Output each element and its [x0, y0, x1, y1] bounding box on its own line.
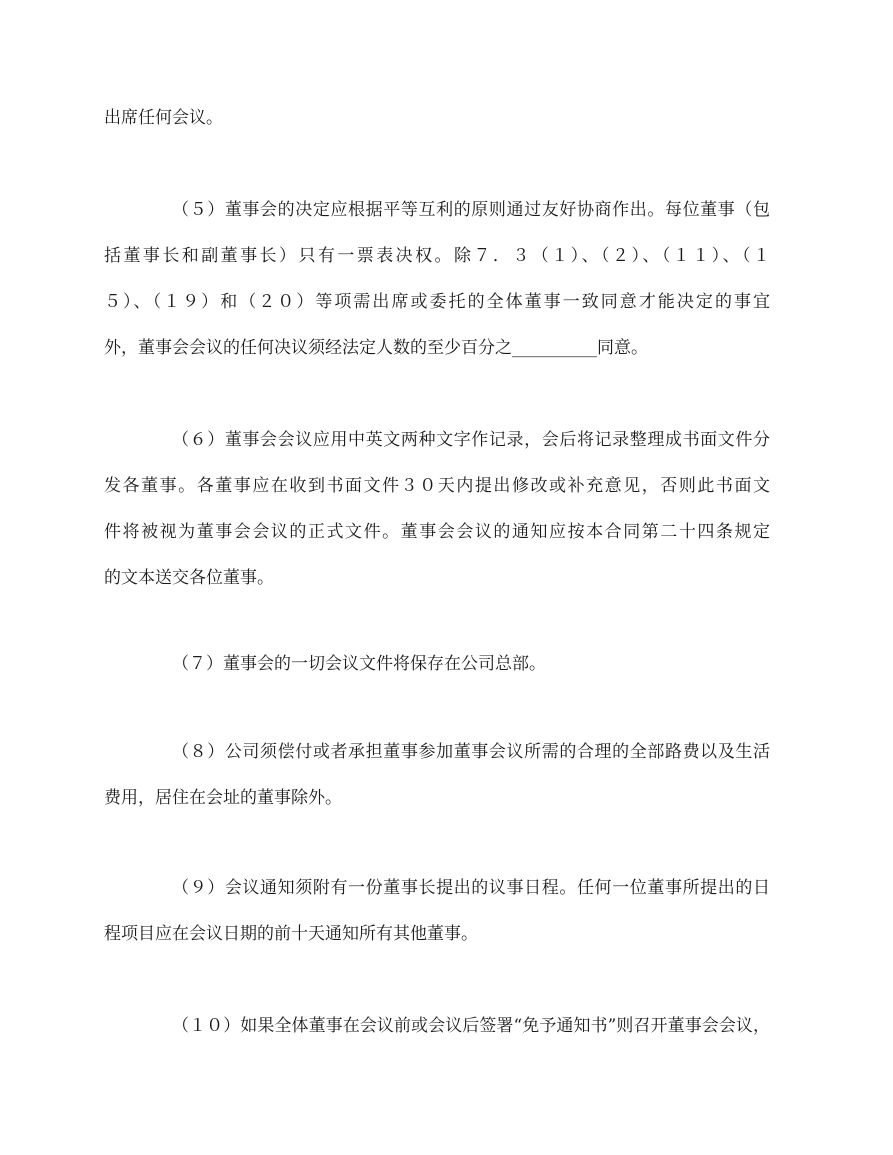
clause-8-line-1: （８）公司须偿付或者承担董事参加董事会议所需的合理的全部路费以及生活 [172, 742, 770, 762]
clause-9-line-2: 程项目应在会议日期的前十天通知所有其他董事。 [104, 924, 478, 944]
clause-5-line-4: 外，董事会会议的任何决议须经法定人数的至少百分之__________同意。 [104, 338, 648, 358]
clause-6-line-3: 件将被视为董事会会议的正式文件。董事会会议的通知应按本合同第二十四条规定 [104, 522, 770, 542]
clause-7-line-1: （７）董事会的一切会议文件将保存在公司总部。 [172, 654, 546, 674]
clause-5-line-3: ５）、（１９）和（２０）等项需出席或委托的全体董事一致同意才能决定的事宜 [104, 292, 770, 312]
clause-6-line-1: （６）董事会会议应用中英文两种文字作记录，会后将记录整理成书面文件分 [172, 430, 770, 450]
clause-9-line-1: （９）会议通知须附有一份董事长提出的议事日程。任何一位董事所提出的日 [172, 878, 770, 898]
clause-5-line-1: （５）董事会的决定应根据平等互利的原则通过友好协商作出。每位董事（包 [172, 200, 770, 220]
clause-8-line-2: 费用，居住在会址的董事除外。 [104, 788, 342, 808]
clause-6-line-2: 发各董事。各董事应在收到书面文件３０天内提出修改或补充意见，否则此书面文 [104, 476, 770, 496]
clause-5-line-2: 括董事长和副董事长）只有一票表决权。除７．３（１）、（２）、（１１）、（１ [104, 246, 770, 266]
carryover-line: 出席任何会议。 [104, 108, 223, 128]
clause-6-line-4: 的文本送交各位董事。 [104, 568, 274, 588]
clause-10-line-1: （１０）如果全体董事在会议前或会议后签署“免予通知书”则召开董事会会议， [172, 1016, 770, 1036]
